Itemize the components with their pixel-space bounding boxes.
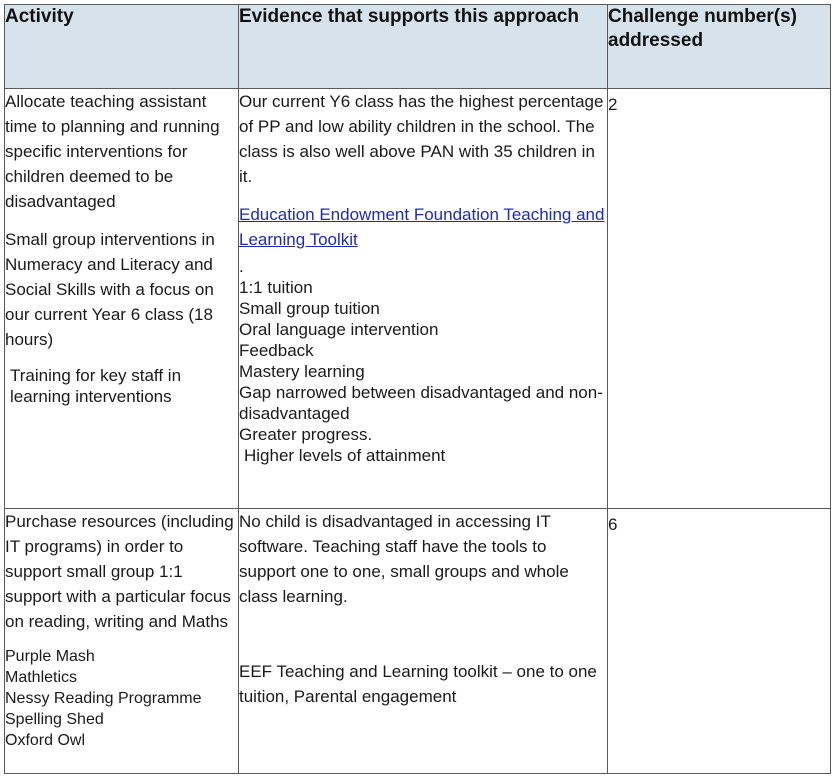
- list-item: Greater progress.: [239, 425, 373, 444]
- evidence-cell: [239, 89, 608, 509]
- header-challenge: Challenge number(s) addressed: [608, 5, 831, 89]
- table-row: [5, 89, 831, 509]
- list-item: 1:1 tuition: [239, 278, 313, 297]
- resource-item: Nessy Reading Programme: [5, 690, 202, 707]
- resource-item: Oxford Owl: [5, 732, 86, 749]
- challenge-cell: [608, 89, 831, 509]
- activity-text: Allocate teaching assistant time to planning and running specific interventions for children deemed to be disadvantaged: [5, 92, 220, 211]
- challenge-number: 6: [608, 515, 618, 534]
- resource-item: Purple Mash: [5, 648, 95, 665]
- challenge-cell: [608, 509, 831, 774]
- activity-cell: [5, 509, 239, 774]
- activity-text: Small group interventions in Numeracy and Literacy and Social Skills with a focus on our current Year 6 class (18 hours): [5, 230, 215, 349]
- list-item: Feedback: [239, 341, 314, 360]
- strategy-table: [4, 4, 831, 774]
- list-item: Mastery learning: [239, 362, 365, 381]
- resource-item: Mathletics: [5, 669, 78, 686]
- list-item: Oral language intervention: [239, 320, 439, 339]
- evidence-text: EEF Teaching and Learning toolkit – one to one tuition, Parental engagement: [239, 662, 597, 706]
- activity-text: Purchase resources (including IT programs) in order to support small group 1:1 support with a particular focus on reading, writing and Maths: [5, 512, 234, 631]
- evidence-dot: .: [239, 257, 244, 276]
- eef-toolkit-link[interactable]: Education Endowment Foundation Teaching and Learning Toolkit: [239, 205, 605, 249]
- activity-text: Training for key staff in learning interventions: [10, 366, 182, 406]
- activity-cell: [5, 89, 239, 509]
- header-activity: Activity: [5, 5, 239, 89]
- challenge-number: 2: [608, 95, 618, 114]
- header-evidence: Evidence that supports this approach: [239, 5, 608, 89]
- evidence-cell: [239, 509, 608, 774]
- evidence-text: Our current Y6 class has the highest percentage of PP and low ability children in the school. The class is also well above PAN with 35 children in it.: [239, 92, 604, 186]
- table-row: [5, 509, 831, 774]
- resource-item: Spelling Shed: [5, 711, 104, 728]
- list-item: Small group tuition: [239, 299, 380, 318]
- evidence-text: No child is disadvantaged in accessing IT software. Teaching staff have the tools to support one to one, small groups and whole class learning.: [239, 512, 569, 606]
- header-row: [5, 5, 831, 89]
- list-item: Gap narrowed between disadvantaged and non-disadvantaged: [239, 383, 603, 423]
- list-item: Higher levels of attainment: [244, 446, 446, 465]
